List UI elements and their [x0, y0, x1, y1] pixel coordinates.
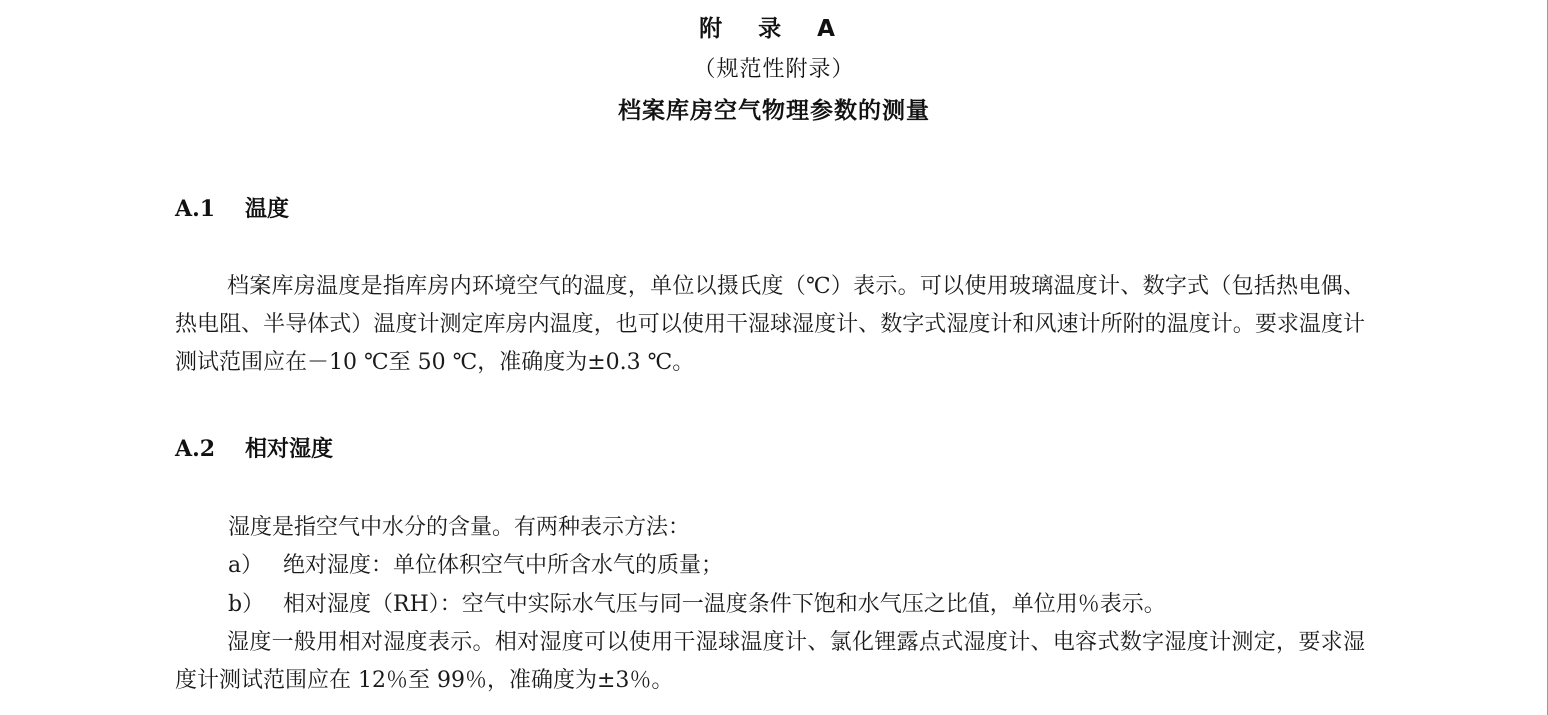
list-item-text: 相对湿度（RH）：空气中实际水气压与同一温度条件下饱和水气压之比值，单位用％表示。	[283, 592, 1166, 617]
appendix-title: 档案库房空气物理参数的测量	[618, 98, 930, 124]
humidity-paragraph: 湿度一般用相对湿度表示。相对湿度可以使用干湿球温度计、氯化锂露点式湿度计、电容式数字湿度计测定，要求湿度计测试范围应在 12％至 99％，准确度为±3％。	[175, 630, 1365, 693]
temperature-paragraph: 档案库房温度是指库房内环境空气的温度，单位以摄氏度（℃）表示。可以使用玻璃温度计、数字式（包括热电偶、热电阻、半导体式）温度计测定库房内温度，也可以使用干湿球湿度计、数字式湿度计和风速计所附的温度计。要求温度计测试范围应在－10 ℃至 50 ℃，准确度为±0.3 ℃。	[175, 274, 1365, 375]
section-title: 温度	[245, 197, 290, 222]
list-item-relative-humidity	[228, 586, 1166, 624]
appendix-label: 附 录 A	[699, 16, 849, 42]
list-marker: a）	[228, 553, 264, 578]
appendix-type: （规范性附录）	[693, 57, 855, 82]
section-title: 相对湿度	[245, 437, 334, 462]
list-item-absolute-humidity	[228, 547, 723, 585]
humidity-intro: 湿度是指空气中水分的含量。有两种表示方法：	[228, 515, 691, 540]
section-number: A.1	[175, 196, 216, 222]
section-heading-temperature	[175, 192, 289, 223]
section-heading-humidity	[175, 432, 333, 463]
list-item-text: 绝对湿度：单位体积空气中所含水气的质量；	[283, 553, 724, 578]
section-number: A.2	[175, 436, 216, 462]
list-marker: b）	[228, 592, 265, 617]
